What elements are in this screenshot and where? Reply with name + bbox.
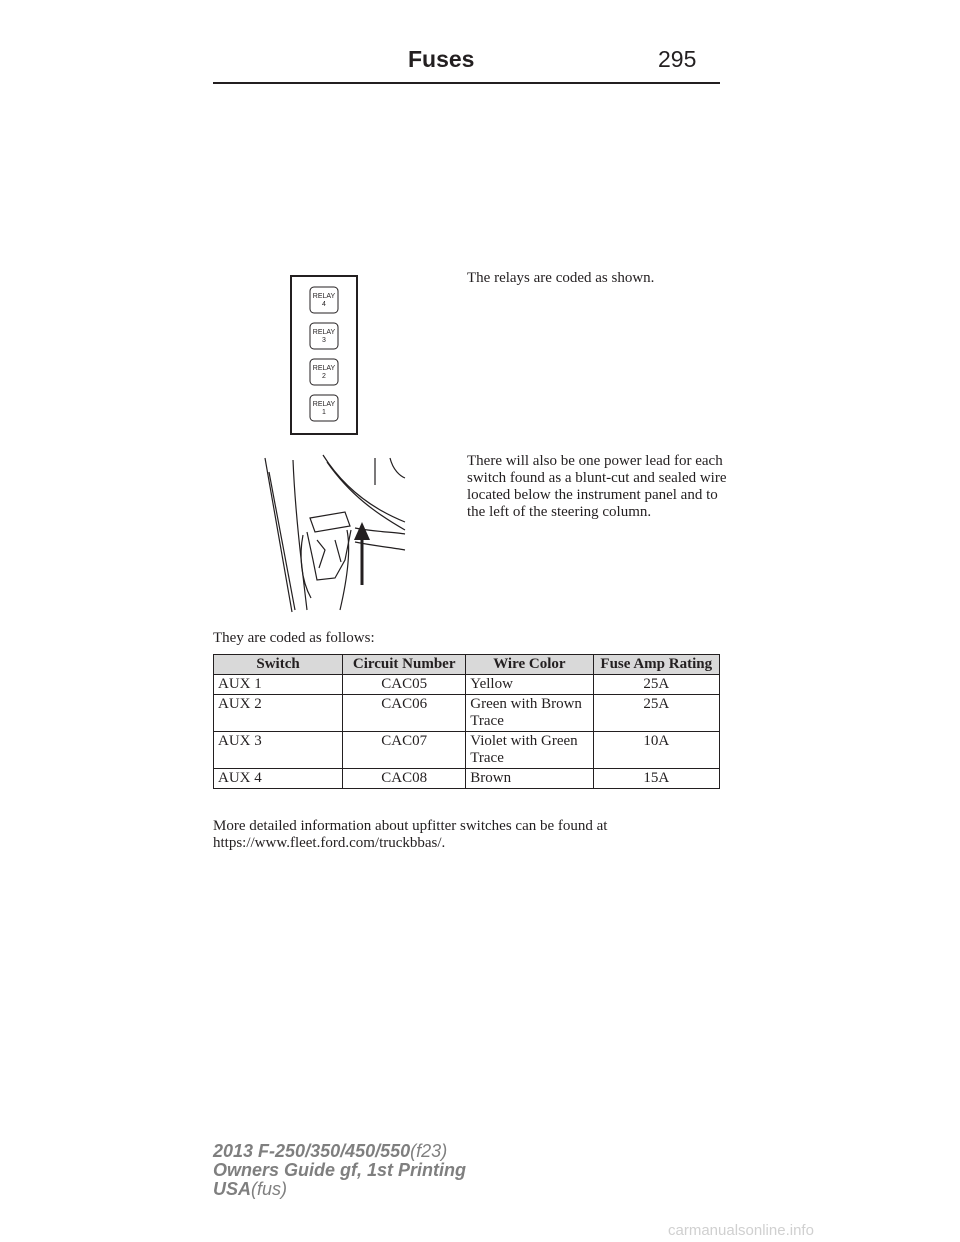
relay-4: [310, 287, 338, 313]
relay-3-label: RELAY 3: [312, 329, 336, 344]
cell-wire-color: Violet with Green Trace: [466, 732, 593, 769]
table-header-row: [214, 655, 720, 675]
footer-line-2: [213, 1161, 466, 1180]
header-switch: Switch: [214, 655, 343, 675]
cell-wire-color: Brown: [466, 769, 593, 789]
header-circuit-number: Circuit Number: [343, 655, 466, 675]
cell-fuse-amp-rating: 10A: [593, 732, 719, 769]
relay-3: [310, 323, 338, 349]
footer-guide: Owners Guide gf, 1st Printing: [213, 1160, 467, 1180]
power-lead-text: There will also be one power lead for each switch found as a blunt-cut and sealed wire located below the instrument panel and to the left of the steering column.: [467, 453, 727, 520]
watermark: carmanualsonline.info: [668, 1222, 814, 1239]
footer-line-1: [213, 1142, 466, 1161]
header-wire-color: Wire Color: [466, 655, 593, 675]
header-fuse-amp-rating: Fuse Amp Rating: [593, 655, 719, 675]
cell-circuit-number: CAC08: [343, 769, 466, 789]
coded-as-follows-text: They are coded as follows:: [213, 630, 375, 646]
table-row: [214, 732, 720, 769]
more-info-text: More detailed information about upfitter switches can be found at https://www.fleet.ford.com/truckbbas/.: [213, 818, 608, 851]
table-row: [214, 769, 720, 789]
steering-column-illustration: [255, 450, 415, 615]
relay-diagram: [290, 275, 358, 435]
relays-coded-text: The relays are coded as shown.: [467, 270, 655, 286]
document-footer: [213, 1142, 466, 1199]
relay-2-label: RELAY 2: [312, 365, 336, 380]
relay-4-label-top: RELAY 4: [312, 293, 336, 308]
relay-2: [310, 359, 338, 385]
header-rule: [213, 82, 720, 84]
cell-circuit-number: CAC06: [343, 695, 466, 732]
switch-circuit-table: [213, 654, 720, 789]
arrow-up-icon: [354, 522, 370, 585]
cell-switch: AUX 4: [214, 769, 343, 789]
section-title: Fuses: [408, 46, 475, 72]
table-row: [214, 695, 720, 732]
cell-fuse-amp-rating: 15A: [593, 769, 719, 789]
relay-1: [310, 395, 338, 421]
cell-circuit-number: CAC07: [343, 732, 466, 769]
footer-region: USA: [213, 1179, 252, 1199]
relay-1-label: RELAY 1: [312, 401, 336, 416]
table-row: [214, 675, 720, 695]
cell-circuit-number: CAC05: [343, 675, 466, 695]
cell-wire-color: Green with Brown Trace: [466, 695, 593, 732]
footer-region-code: (fus): [251, 1179, 288, 1199]
footer-model: 2013 F-250/350/450/550: [213, 1141, 411, 1161]
cell-wire-color: Yellow: [466, 675, 593, 695]
cell-fuse-amp-rating: 25A: [593, 675, 719, 695]
cell-switch: AUX 1: [214, 675, 343, 695]
cell-switch: AUX 2: [214, 695, 343, 732]
cell-fuse-amp-rating: 25A: [593, 695, 719, 732]
cell-switch: AUX 3: [214, 732, 343, 769]
footer-line-3: [213, 1180, 466, 1199]
page-number: 295: [658, 46, 697, 72]
footer-model-code: (f23): [410, 1141, 448, 1161]
